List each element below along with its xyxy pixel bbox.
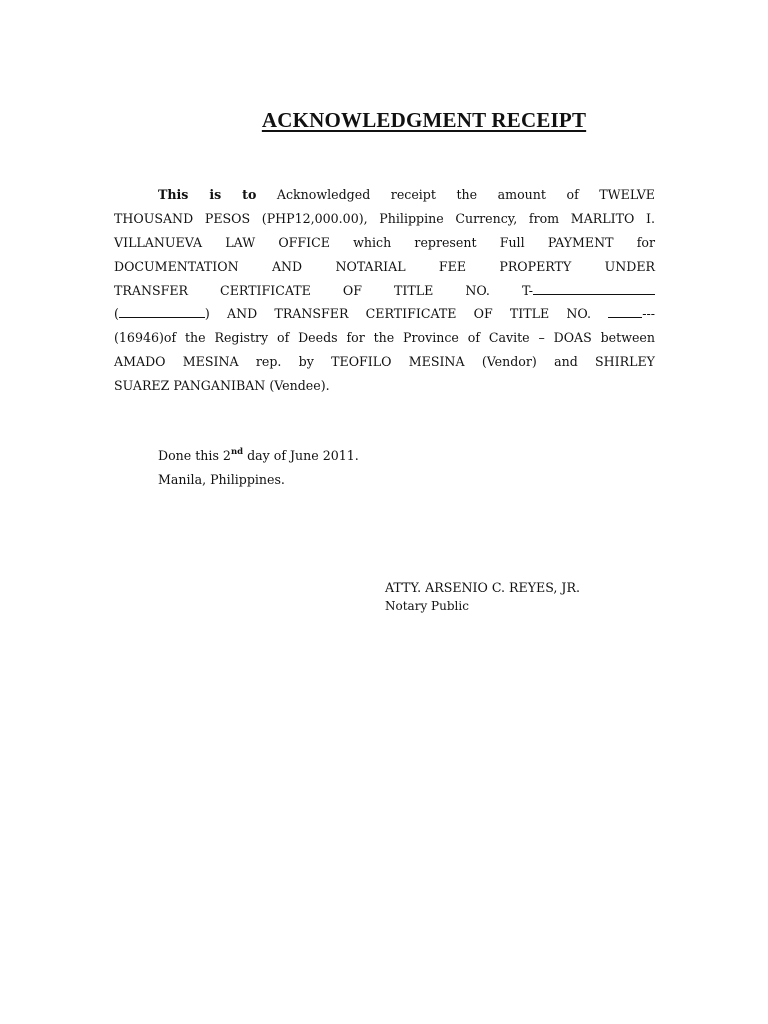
document-title: ACKNOWLEDGMENT RECEIPT [261,108,587,132]
body-line-9: SUAREZ PANGANIBAN (Vendee). [114,378,330,394]
body-line-5-text: TRANSFER CERTIFICATE OF TITLE NO. T- [114,282,533,298]
done-date-line [158,444,359,468]
body-line-7: (16946)of the Registry of Deeds for the Province of Cavite – DOAS between [114,330,655,346]
second-title-number-blank [608,305,642,318]
body-line-1-text: Acknowledged receipt the amount of TWELVE [276,187,655,202]
receipt-body [114,183,655,398]
done-date-block [158,444,359,492]
body-line-6-suffix: --- [642,306,655,322]
done-suffix: day of June 2011. [243,448,359,463]
signatory-name: ATTY. ARSENIO C. REYES, JR. [385,580,580,595]
body-line-1-lead: This is to [158,187,257,202]
title-number-blank [533,282,655,295]
body-line-6-text: AND TRANSFER CERTIFICATE OF TITLE NO. [227,306,592,322]
body-line-5 [114,279,655,303]
signatory-title: Notary Public [385,599,469,613]
paren-close: ) [204,306,210,322]
done-prefix: Done this 2 [158,448,231,463]
body-line-6 [114,302,655,326]
body-line-2: THOUSAND PESOS (PHP12,000.00), Philippine Currency, from MARLITO I. [114,210,655,226]
body-line-3: VILLANUEVA LAW OFFICE which represent Full PAYMENT for [114,234,655,250]
body-line-8: AMADO MESINA rep. by TEOFILO MESINA (Vendor) and SHIRLEY [114,354,655,370]
body-line-1 [114,183,655,207]
body-line-4: DOCUMENTATION AND NOTARIAL FEE PROPERTY UNDER [114,258,655,274]
paren-open: ( [114,306,119,322]
done-superscript: nd [230,447,244,457]
place-line: Manila, Philippines. [158,471,285,487]
paren-title-blank [119,305,205,318]
